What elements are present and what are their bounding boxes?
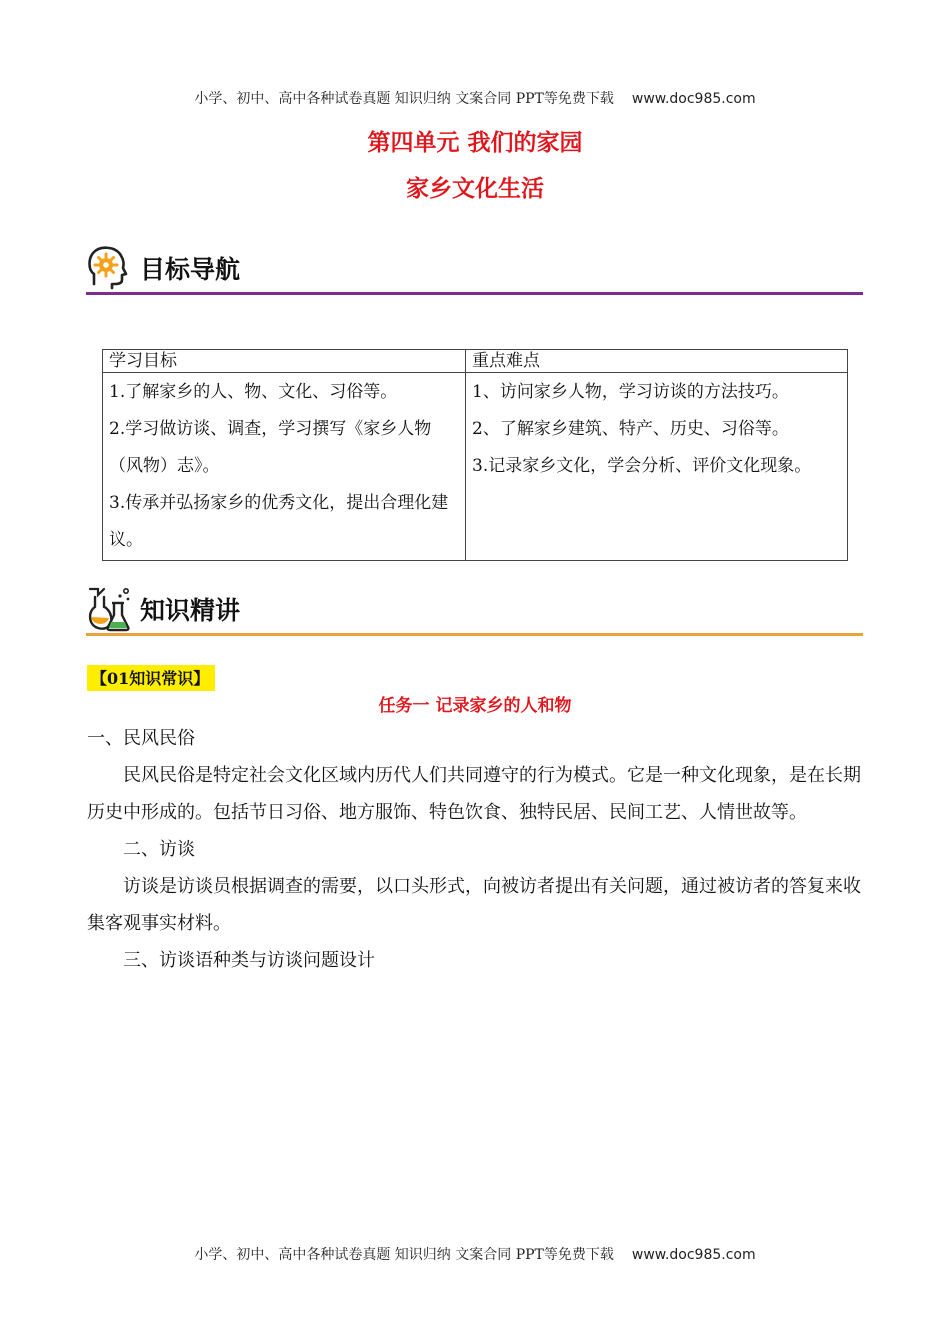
key-points-cell [466, 373, 848, 561]
paragraph-folk-customs: 民风民俗是特定社会文化区域内历代人们共同遵守的行为模式。它是一种文化现象，是在长期历史中形成的。包括节日习俗、地方服饰、特色饮食、独特民居、民间工艺、人情世故等。 [87, 765, 861, 823]
task-heading: 任务一 记录家乡的人和物 [378, 696, 572, 716]
goal-item: 1.了解家乡的人、物、文化、习俗等。 [109, 382, 398, 402]
section-divider [86, 633, 863, 636]
key-point-item: 3.记录家乡文化，学会分析、评价文化现象。 [472, 456, 812, 476]
learning-goals-cell [103, 373, 466, 561]
table-header: 学习目标 [103, 350, 466, 373]
paragraph-interview: 访谈是访谈员根据调查的需要，以口头形式，向被访者提出有关问题，通过被访者的答复来收集客观事实材料。 [87, 876, 861, 934]
page-footer [0, 1244, 950, 1264]
head-gear-icon [86, 244, 128, 294]
header-site-link[interactable]: www.doc985.com [631, 91, 756, 107]
heading-interview-types: 三、访谈语种类与访谈问题设计 [123, 950, 375, 971]
section-divider [86, 292, 863, 295]
section-title: 目标导航 [140, 255, 241, 284]
page-header [0, 88, 950, 108]
goal-item: 2.学习做访谈、调查，学习撰写《家乡人物（风物）志》。 [109, 419, 432, 476]
section-target-navigation [86, 244, 863, 298]
body-content [87, 720, 863, 979]
key-point-item: 1、访问家乡人物，学习访谈的方法技巧。 [472, 382, 789, 402]
heading-folk-customs: 一、民风民俗 [87, 728, 195, 749]
section-title: 知识精讲 [140, 596, 241, 625]
knowledge-tag: 【01知识常识】 [87, 665, 215, 691]
flask-icon [86, 583, 132, 637]
section-knowledge-lecture [86, 583, 863, 639]
footer-text: 小学、初中、高中各种试卷真题 知识归纳 文案合同 PPT等免费下载 [194, 1247, 614, 1263]
key-point-item: 2、了解家乡建筑、特产、历史、习俗等。 [472, 419, 789, 439]
header-text: 小学、初中、高中各种试卷真题 知识归纳 文案合同 PPT等免费下载 [194, 91, 614, 107]
table-header: 重点难点 [466, 350, 848, 373]
heading-interview: 二、访谈 [123, 839, 195, 860]
lesson-title: 家乡文化生活 [406, 176, 544, 202]
goal-item: 3.传承并弘扬家乡的优秀文化，提出合理化建议。 [109, 493, 449, 550]
footer-site-link[interactable]: www.doc985.com [631, 1247, 756, 1263]
unit-title: 第四单元 我们的家园 [367, 130, 583, 156]
goals-table [102, 349, 848, 561]
